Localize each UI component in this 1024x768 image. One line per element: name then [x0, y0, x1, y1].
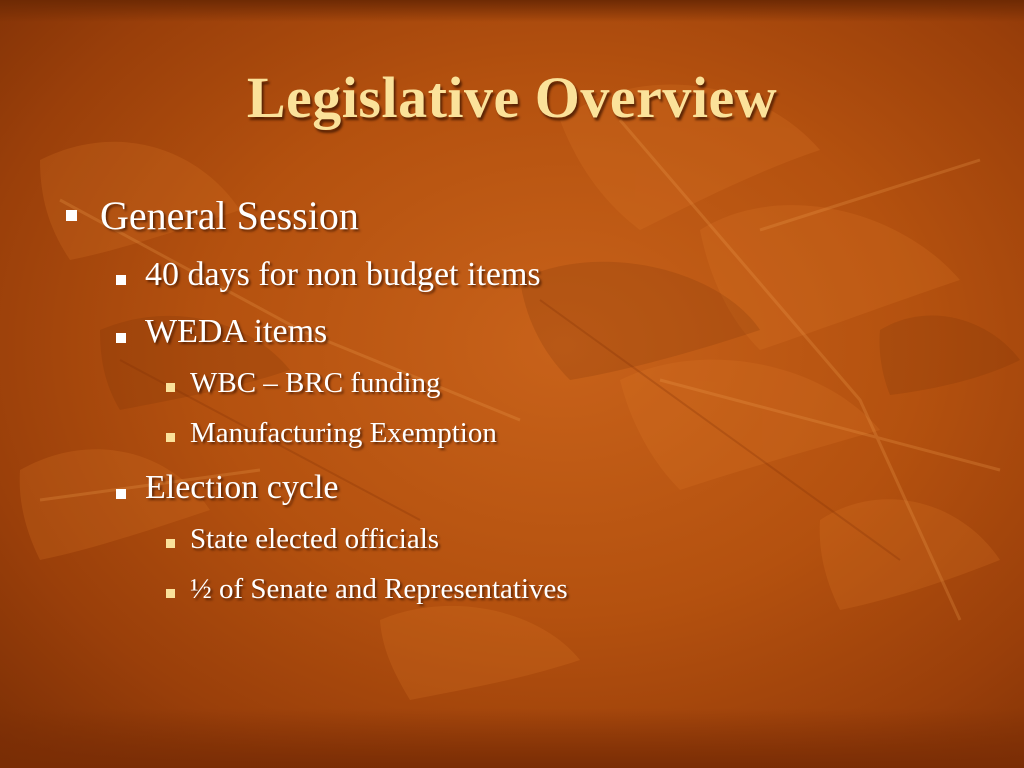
- bullet-half-senate-representatives: ½ of Senate and Representatives: [190, 573, 568, 605]
- bullet-square-icon: [116, 489, 126, 499]
- bullet-wbc-brc-funding: WBC – BRC funding: [190, 367, 441, 399]
- bullet-square-icon: [166, 589, 175, 598]
- bullet-square-icon: [116, 333, 126, 343]
- slide-title: Legislative Overview: [246, 65, 778, 130]
- bullet-square-icon: [166, 433, 175, 442]
- bullet-general-session: General Session: [100, 193, 359, 238]
- bullet-weda-items: WEDA items: [145, 313, 328, 350]
- bullet-state-elected-officials: State elected officials: [190, 523, 440, 555]
- bullet-square-icon: [166, 383, 175, 392]
- bullet-40-days: 40 days for non budget items: [145, 256, 541, 293]
- bullet-election-cycle: Election cycle: [145, 469, 339, 506]
- bullet-manufacturing-exemption: Manufacturing Exemption: [190, 417, 497, 449]
- bullet-square-icon: [66, 210, 77, 221]
- bullet-square-icon: [166, 539, 175, 548]
- bullet-square-icon: [116, 275, 126, 285]
